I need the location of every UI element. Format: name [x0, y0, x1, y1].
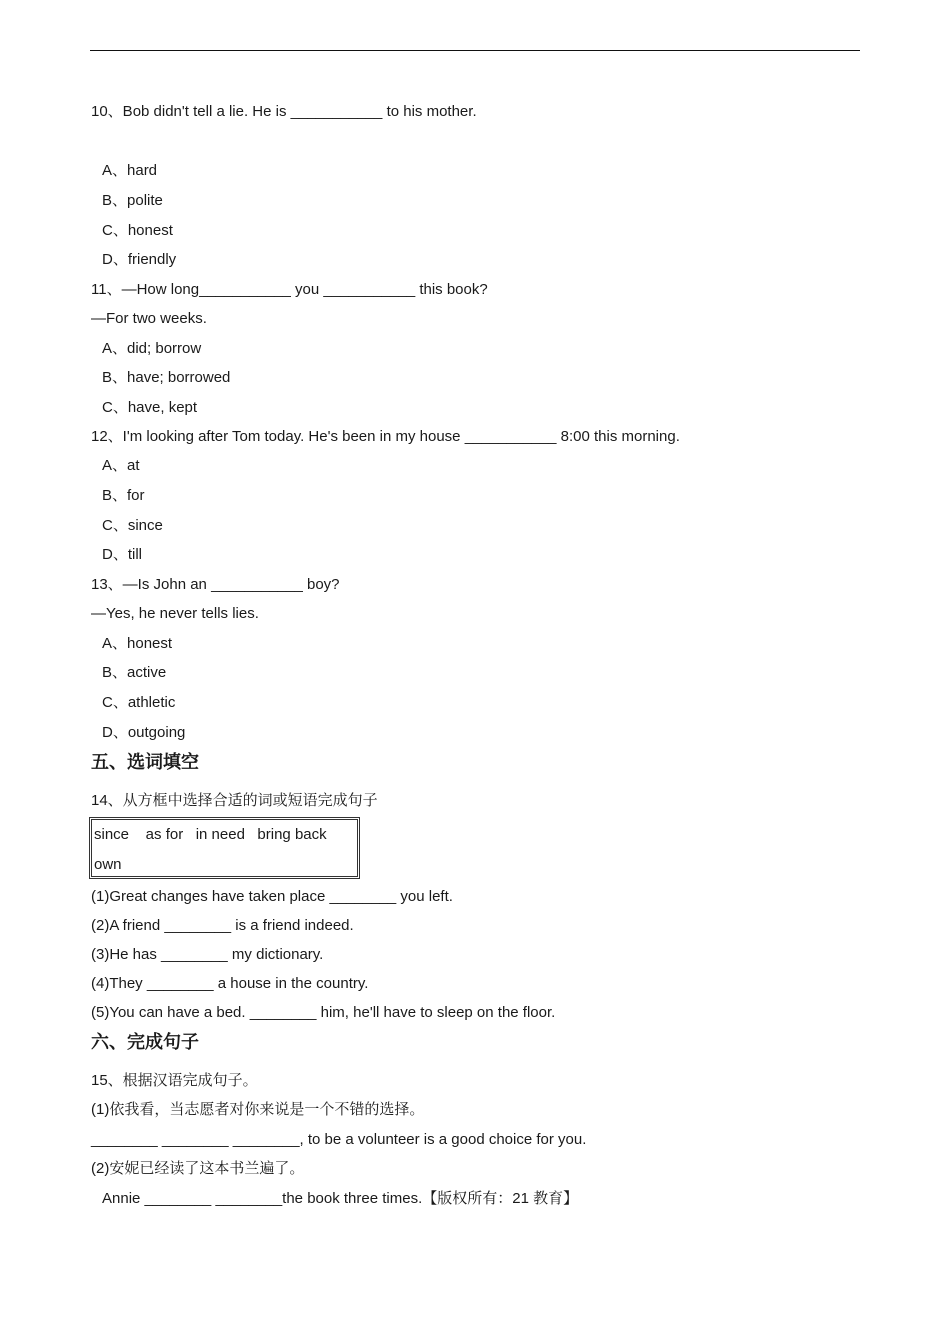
- q10-option-a: A、hard: [102, 162, 158, 179]
- q11-option-a: A、did; borrow: [102, 340, 202, 357]
- q12-option-c: C、since: [102, 517, 163, 534]
- q11-reply: —For two weeks.: [91, 310, 207, 327]
- section-6-heading: 六、完成句子: [91, 1032, 199, 1053]
- section-5-heading: 五、选词填空: [91, 752, 199, 773]
- q14-item-5: (5)You can have a bed. ________ him, he'll have to sleep on the floor.: [91, 1004, 556, 1021]
- q15-stem: 15、根据汉语完成句子。: [91, 1072, 258, 1089]
- q14-item-1: (1)Great changes have taken place ________ you left.: [91, 888, 453, 905]
- q15-line-2: ________ ________ ________, to be a volunteer is a good choice for you.: [91, 1131, 587, 1148]
- q13-option-b: B、active: [102, 664, 167, 681]
- q13-option-a: A、honest: [102, 635, 173, 652]
- q15-line-1: (1)依我看，当志愿者对你来说是一个不错的选择。: [91, 1101, 425, 1118]
- word-box-line-1: since as for in need bring back: [94, 826, 327, 843]
- q10-option-d: D、friendly: [102, 251, 177, 268]
- q13-option-d: D、outgoing: [102, 724, 186, 741]
- header-rule: [90, 50, 860, 51]
- q11-option-c: C、have, kept: [102, 399, 198, 416]
- q12-option-b: B、for: [102, 487, 145, 504]
- q13-stem: 13、—Is John an ___________ boy?: [91, 576, 340, 593]
- q14-item-4: (4)They ________ a house in the country.: [91, 975, 369, 992]
- q10-stem: 10、Bob didn't tell a lie. He is ___________ to his mother.: [91, 103, 477, 120]
- q15-line-3: (2)安妮已经读了这本书兰遍了。: [91, 1160, 305, 1177]
- q14-item-2: (2)A friend ________ is a friend indeed.: [91, 917, 354, 934]
- q13-option-c: C、athletic: [102, 694, 176, 711]
- q11-option-b: B、have; borrowed: [102, 369, 231, 386]
- word-box-line-2: own: [94, 856, 122, 873]
- q12-stem: 12、I'm looking after Tom today. He's been in my house ___________ 8:00 this morning.: [91, 428, 680, 445]
- q14-stem: 14、从方框中选择合适的词或短语完成句子: [91, 792, 378, 809]
- q14-item-3: (3)He has ________ my dictionary.: [91, 946, 324, 963]
- q12-option-a: A、at: [102, 457, 140, 474]
- q10-option-b: B、polite: [102, 192, 163, 209]
- q11-stem: 11、—How long___________ you ___________ this book?: [91, 281, 488, 298]
- q13-reply: —Yes, he never tells lies.: [91, 605, 259, 622]
- q14-word-box: [89, 817, 360, 879]
- q15-line-4: Annie ________ ________the book three times.【版权所有：21 教育】: [102, 1190, 579, 1207]
- q10-option-c: C、honest: [102, 222, 173, 239]
- q12-option-d: D、till: [102, 546, 142, 563]
